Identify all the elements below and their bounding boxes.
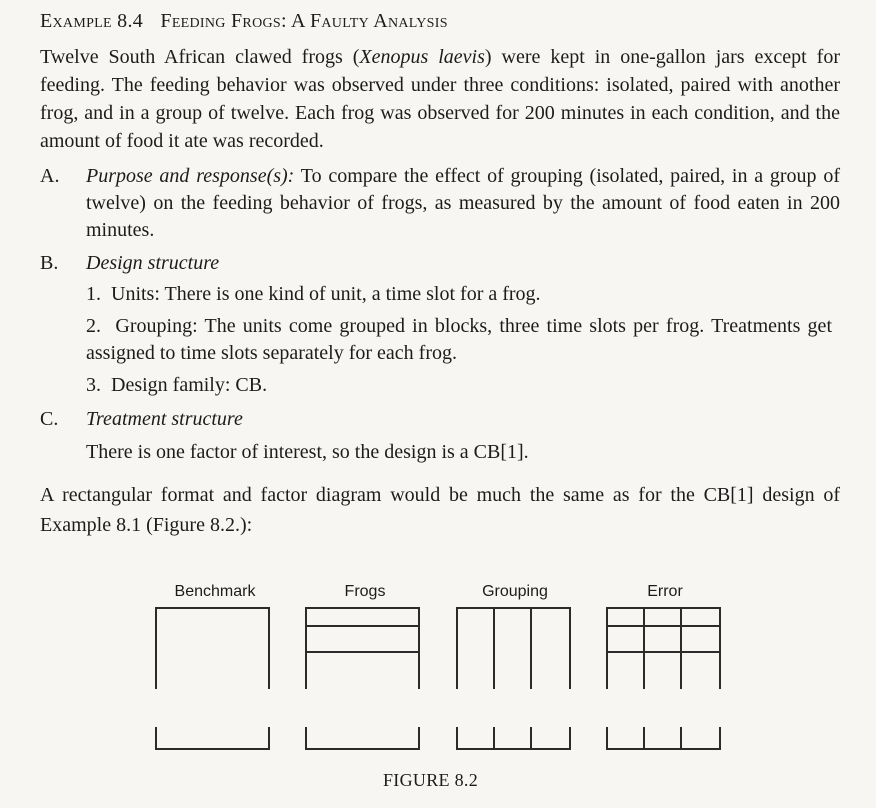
grouping-label: Grouping bbox=[482, 583, 548, 600]
axis-break bbox=[604, 689, 723, 727]
error-row-line bbox=[608, 651, 719, 653]
item-2-number: 2. bbox=[86, 315, 101, 337]
item-3-number: 3. bbox=[86, 374, 101, 396]
section-a-title: Purpose and response(s): bbox=[86, 165, 295, 187]
item-2-text: Grouping: The units come grouped in blocks, three time slots per frog. Treatments get assigned to time slots separately for each frog. bbox=[86, 315, 832, 364]
grouping-column-line bbox=[530, 609, 532, 748]
section-a-text: To compare the effect of grouping (isolated, paired, in a group of twelve) on the feeding behavior of frogs, as measured by the amount of food eaten in 200 minutes. bbox=[86, 165, 840, 241]
section-a bbox=[40, 163, 840, 244]
error-column-line bbox=[680, 609, 682, 748]
item-1-number: 1. bbox=[86, 283, 101, 305]
grouping-column-line bbox=[493, 609, 495, 748]
item-1-text: Units: There is one kind of unit, a time slot for a frog. bbox=[111, 283, 541, 305]
section-c-label: C. bbox=[40, 408, 59, 430]
section-c-title: Treatment structure bbox=[86, 408, 243, 430]
figure-caption: FIGURE 8.2 bbox=[383, 770, 479, 790]
species-name: Xenopus laevis bbox=[359, 46, 485, 68]
frogs-row-line bbox=[307, 651, 418, 653]
error-column-line bbox=[643, 609, 645, 748]
section-b-title: Design structure bbox=[86, 252, 220, 274]
error-row-line bbox=[608, 625, 719, 627]
section-a-label: A. bbox=[40, 165, 60, 187]
section-b-label: B. bbox=[40, 252, 59, 274]
axis-break bbox=[303, 689, 422, 727]
benchmark-label: Benchmark bbox=[174, 583, 256, 600]
frogs-row-line bbox=[307, 625, 418, 627]
benchmark-box bbox=[155, 607, 270, 750]
axis-break bbox=[454, 689, 573, 727]
frogs-label: Frogs bbox=[344, 583, 386, 600]
section-b-item-2 bbox=[86, 313, 832, 367]
section-c-text: There is one factor of interest, so the design is a CB[1]. bbox=[86, 441, 529, 463]
frogs-box bbox=[305, 607, 420, 750]
section-b-item-3 bbox=[86, 372, 846, 399]
intro-paragraph bbox=[40, 43, 840, 155]
example-number: Example 8.4 bbox=[40, 10, 144, 32]
closing-paragraph: A rectangular format and factor diagram would be much the same as for the CB[1] design of Example 8.1 (Figure 8.2.): bbox=[40, 484, 840, 536]
intro-text-2: ) were kept in one-gallon jars except for feeding. The feeding behavior was observed under three conditions: isolated, paired with another frog, and in a group of twelve. Each frog was observed for 200 minutes in each condition, and the amount of food it ate was recorded. bbox=[40, 46, 840, 152]
example-heading bbox=[40, 10, 448, 33]
grouping-box bbox=[456, 607, 571, 750]
section-a-body bbox=[86, 163, 840, 244]
section-b-item-1 bbox=[86, 281, 846, 308]
error-label: Error bbox=[647, 583, 683, 600]
example-title: Feeding Frogs: A Faulty Analysis bbox=[160, 10, 448, 32]
error-box bbox=[606, 607, 721, 750]
item-3-text: Design family: CB. bbox=[111, 374, 268, 396]
intro-text-1: Twelve South African clawed frogs ( bbox=[40, 46, 360, 68]
axis-break bbox=[153, 689, 272, 727]
